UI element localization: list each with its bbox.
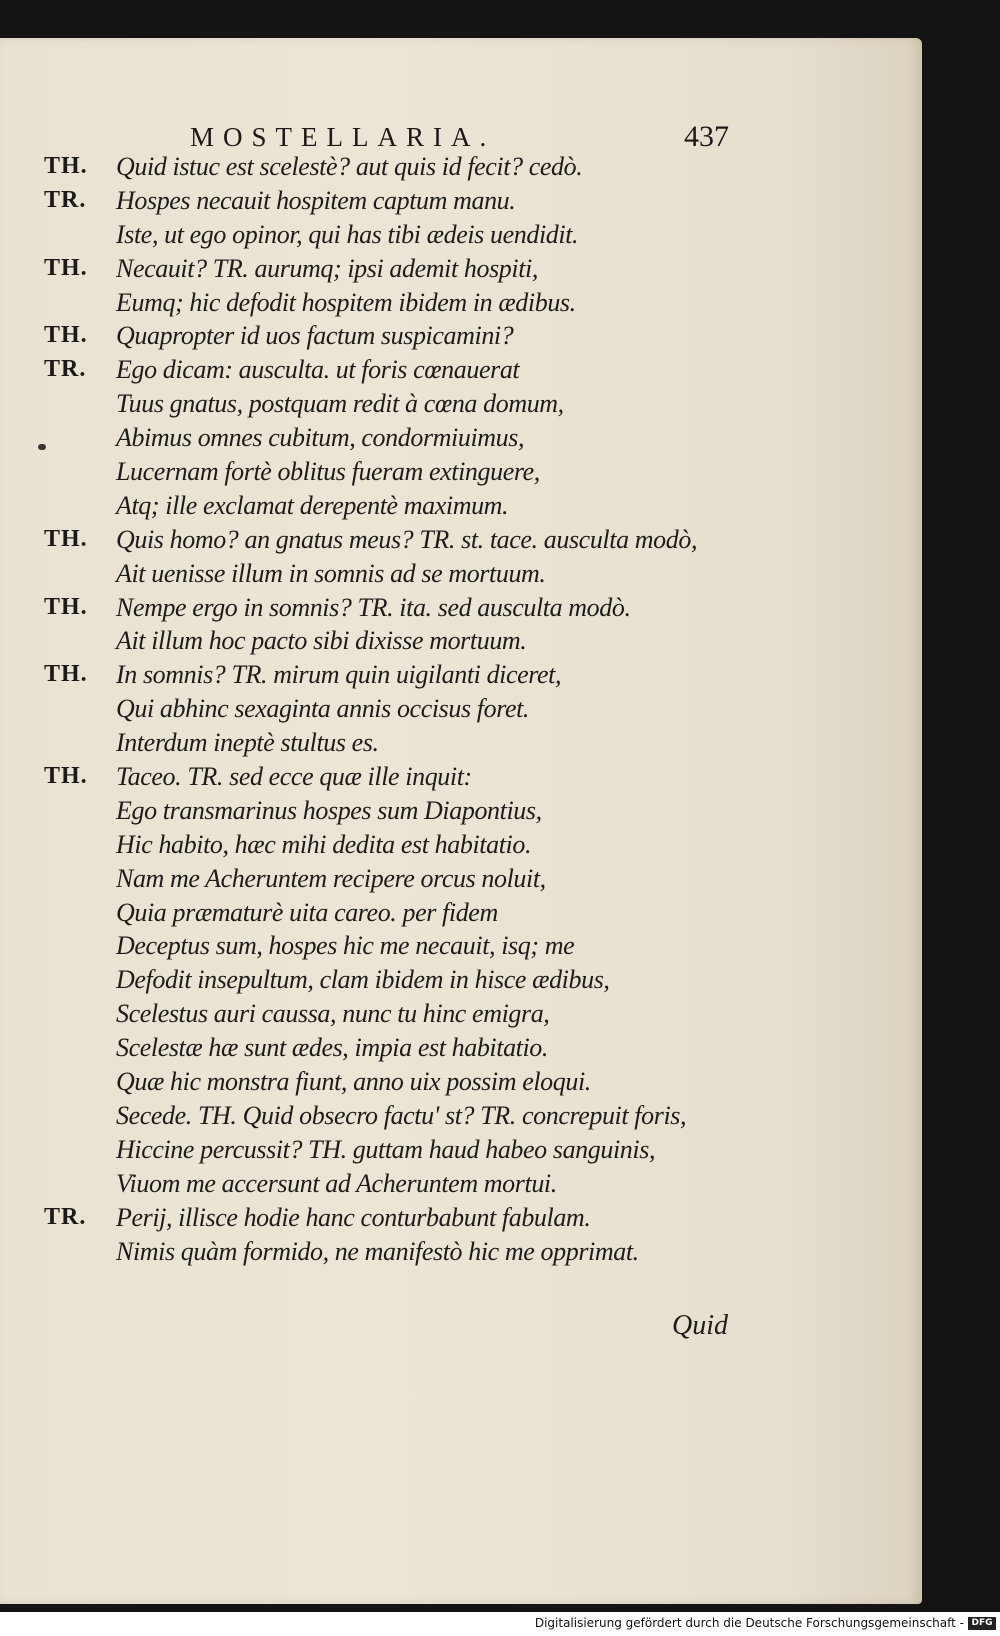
verse-text: Atq; ille exclamat derepentè maximum. xyxy=(116,490,509,520)
verse-line xyxy=(36,929,756,963)
verse-line xyxy=(36,1065,756,1099)
verse-line xyxy=(36,658,756,692)
verse-text: Nam me Acheruntem recipere orcus noluit, xyxy=(116,863,546,893)
verse-text: Qui abhinc sexaginta annis occisus foret. xyxy=(116,694,530,724)
verse-line xyxy=(36,150,756,184)
speaker-label: TR. xyxy=(44,356,87,383)
verse-text: Hospes necauit hospitem captum manu. xyxy=(116,185,516,215)
speaker-label: TR. xyxy=(44,186,87,213)
footer-bar xyxy=(0,1612,1000,1636)
verse-text: Ait uenisse illum in somnis ad se mortuum. xyxy=(116,558,546,588)
verse-line xyxy=(36,828,756,862)
verse-text: Deceptus sum, hospes hic me necauit, isq; me xyxy=(116,931,575,961)
verse-text: Perij, illisce hodie hanc conturbabunt fabulam. xyxy=(116,1202,591,1232)
verse-text: Hic habito, hæc mihi dedita est habitatio. xyxy=(116,829,532,859)
verse-line xyxy=(36,353,756,387)
book-page xyxy=(0,38,922,1604)
verse-line xyxy=(36,523,756,557)
speaker-label: TH. xyxy=(44,254,88,281)
verse-line xyxy=(36,184,756,218)
verse-text-block xyxy=(36,150,756,1268)
catchword: Quid xyxy=(672,1310,728,1341)
verse-line xyxy=(36,760,756,794)
verse-text: Quid istuc est scelestè? aut quis id fecit? cedò. xyxy=(116,152,583,181)
verse-text: Quæ hic monstra fiunt, anno uix possim eloqui. xyxy=(116,1067,591,1097)
verse-line xyxy=(36,421,756,455)
verse-line xyxy=(36,252,756,286)
speaker-label: TH. xyxy=(44,153,88,179)
verse-line xyxy=(36,455,756,489)
verse-text: Hiccine percussit? TH. guttam haud habeo sanguinis, xyxy=(116,1134,656,1164)
verse-line xyxy=(36,624,756,658)
verse-text: Taceo. TR. sed ecce quæ ille inquit: xyxy=(116,762,472,792)
verse-text: Nempe ergo in somnis? TR. ita. sed ausculta modò. xyxy=(116,592,631,622)
verse-line xyxy=(36,997,756,1031)
verse-text: Eumq; hic defodit hospitem ibidem in ædibus. xyxy=(116,287,576,317)
verse-line xyxy=(36,896,756,930)
verse-text: In somnis? TR. mirum quin uigilanti diceret, xyxy=(116,660,562,690)
verse-text: Scelestæ hæ sunt ædes, impia est habitatio. xyxy=(116,1033,549,1063)
dfg-logo: DFG xyxy=(968,1617,996,1630)
verse-text: Viuom me accersunt ad Acheruntem mortui. xyxy=(116,1168,557,1198)
speaker-label: TH. xyxy=(44,322,88,349)
verse-text: Ait illum hoc pacto sibi dixisse mortuum. xyxy=(116,626,527,656)
verse-line xyxy=(36,692,756,726)
speaker-label: TH. xyxy=(44,593,88,620)
verse-text: Quis homo? an gnatus meus? TR. st. tace. ausculta modò, xyxy=(116,524,698,554)
verse-text: Quia præmaturè uita careo. per fidem xyxy=(116,897,498,927)
verse-text: Defodit insepultum, clam ibidem in hisce ædibus, xyxy=(116,965,610,995)
verse-text: Scelestus auri caussa, nunc tu hinc emigra, xyxy=(116,999,550,1029)
verse-text: Iste, ut ego opinor, qui has tibi ædeis uendidit. xyxy=(116,219,579,249)
verse-text: Secede. TH. Quid obsecro factu' st? TR. concrepuit foris, xyxy=(116,1100,687,1130)
verse-line xyxy=(36,286,756,320)
verse-line xyxy=(36,726,756,760)
speaker-label: TH. xyxy=(44,763,88,790)
speaker-label: TH. xyxy=(44,661,88,688)
verse-text: Necauit? TR. aurumq; ipsi ademit hospiti, xyxy=(116,253,538,283)
verse-text: Lucernam fortè oblitus fueram extinguere, xyxy=(116,457,540,487)
verse-text: Abimus omnes cubitum, condormiuimus, xyxy=(116,423,525,453)
verse-line xyxy=(36,1031,756,1065)
verse-line xyxy=(36,963,756,997)
speaker-label: TR. xyxy=(44,1203,87,1230)
verse-line xyxy=(36,1133,756,1167)
verse-text: Ego dicam: ausculta. ut foris cœnauerat xyxy=(116,355,520,385)
verse-text: Tuus gnatus, postquam redit à cœna domum, xyxy=(116,389,564,419)
verse-line xyxy=(36,1201,756,1235)
verse-text: Ego transmarinus hospes sum Diapontius, xyxy=(116,795,542,825)
verse-line xyxy=(36,1167,756,1201)
verse-line xyxy=(36,319,756,353)
verse-line xyxy=(36,489,756,523)
footer-credit: Digitalisierung gefördert durch die Deutsche Forschungsgemeinschaft - xyxy=(534,1616,964,1630)
verse-line xyxy=(36,1099,756,1133)
verse-line xyxy=(36,862,756,896)
verse-text: Quapropter id uos factum suspicamini? xyxy=(116,321,514,351)
verse-text: Nimis quàm formido, ne manifestò hic me opprimat. xyxy=(116,1236,639,1266)
running-head: MOSTELLARIA. xyxy=(190,122,496,152)
verse-line xyxy=(36,387,756,421)
verse-line xyxy=(36,794,756,828)
verse-line xyxy=(36,218,756,252)
verse-line xyxy=(36,1235,756,1269)
verse-text: Interdum ineptè stultus es. xyxy=(116,728,379,758)
verse-line xyxy=(36,591,756,625)
page-number: 437 xyxy=(684,120,729,153)
verse-line xyxy=(36,557,756,591)
speaker-label: TH. xyxy=(44,525,88,552)
